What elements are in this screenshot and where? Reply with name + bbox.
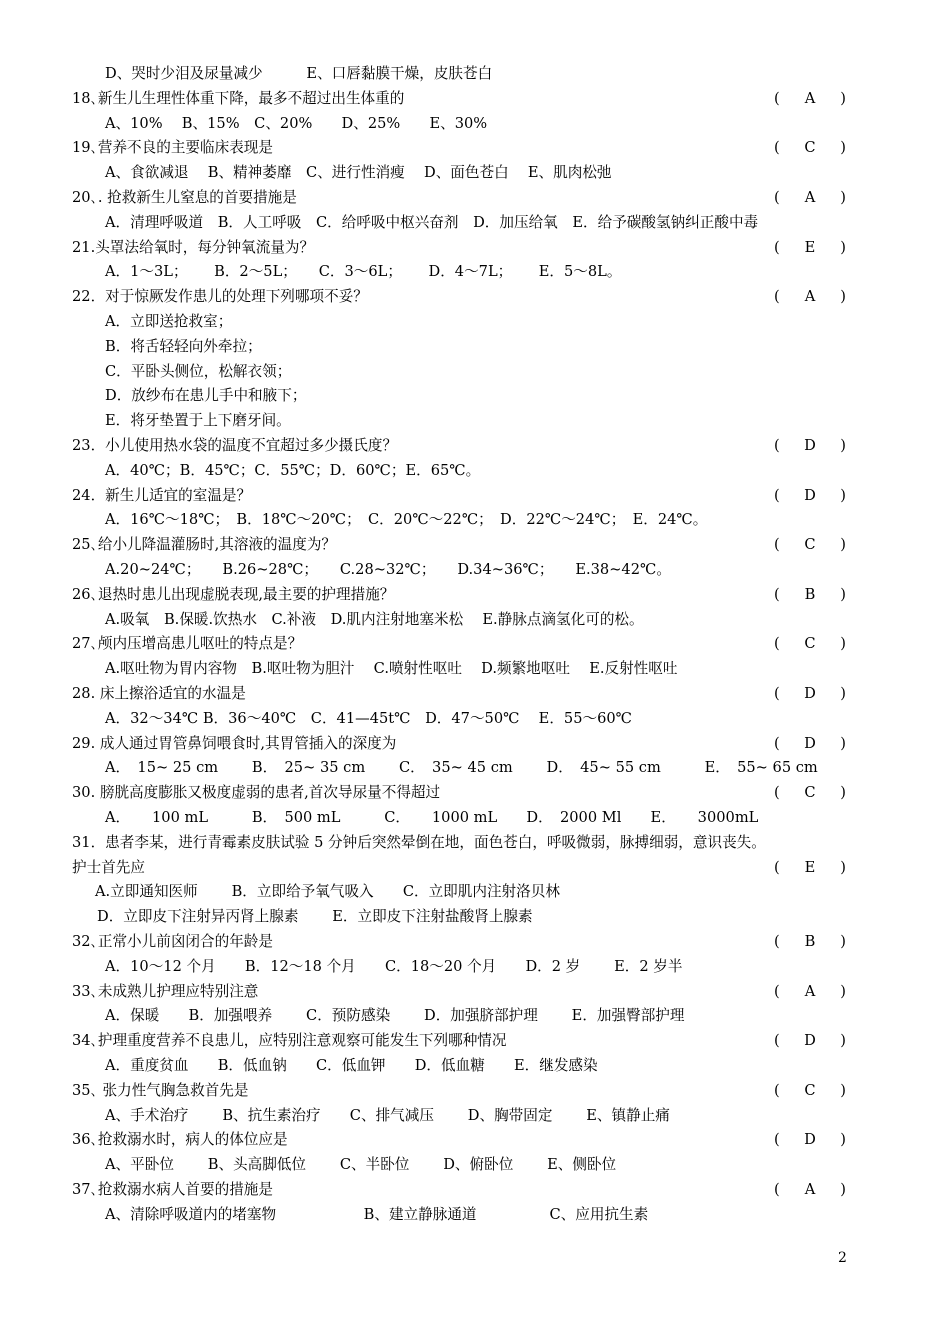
option-line [105,310,852,334]
answer-bracket [774,186,846,210]
close-paren: ) [840,784,846,802]
line-text: C．平卧头侧位，松解衣领； [105,362,292,380]
answer-bracket [774,1079,846,1103]
line-text: A．保暖 B．加强喂养 C．预防感染 D．加强脐部护理 E．加强臀部护理 [105,1007,685,1025]
open-paren: ( [774,635,780,653]
open-paren: ( [774,1181,780,1198]
line-text: A、平卧位 B、头高脚低位 C、半卧位 D、俯卧位 E、侧卧位 [105,1156,617,1174]
line-text: A、手术治疗 B、抗生素治疗 C、排气减压 D、胸带固定 E、镇静止痛 [105,1106,670,1124]
line-text: A．10～12 个月 B．12～18 个月 C．18～20 个月 D．2 岁 E．2 岁半 [105,957,683,975]
answer-letter: D [804,734,816,752]
answer-letter: A [804,189,816,206]
option-line [105,508,852,532]
open-paren: ( [774,89,780,107]
answer-bracket [774,732,846,756]
question-line [72,856,852,880]
option-line [105,335,852,359]
close-paren: ) [840,635,846,653]
question-line [72,583,852,607]
answer-letter: C [804,1081,816,1099]
close-paren: ) [840,685,846,702]
question-line [72,732,852,756]
line-text: 32､正常小儿前囟闭合的年龄是 [72,933,273,950]
line-text: A． 15~ 25 cm B． 25~ 35 cm C． 35~ 45 cm D． 45~ 55 cm E． 55~ 65 cm [105,759,818,777]
answer-letter: D [804,1131,816,1149]
option-line [105,1153,852,1177]
option-line [105,112,852,136]
answer-bracket [774,136,846,160]
close-paren: ) [840,1181,846,1198]
line-text: D、哭时少泪及尿量减少 E、口唇黏膜干燥，皮肤苍白 [105,65,493,82]
open-paren: ( [774,288,780,306]
open-paren: ( [774,933,780,950]
answer-bracket [774,1128,846,1152]
answer-bracket [774,87,846,111]
line-text: 30. 膀胱高度膨胀又极度虚弱的患者,首次导尿量不得超过 [72,784,441,802]
open-paren: ( [774,734,780,752]
line-text: 24．新生儿适宜的室温是？ [72,486,252,504]
line-text: A．立即送抢救室； [105,313,233,330]
line-text: A．16℃～18℃； B．18℃～20℃； C．20℃～22℃； D．22℃～24℃； E．24℃。 [105,511,708,529]
answer-bracket [774,1029,846,1053]
question-line [72,136,852,160]
line-text: A．40℃；B．45℃；C．55℃；D．60℃；E．65℃。 [105,461,481,479]
option-line [105,756,852,780]
open-paren: ( [774,189,780,206]
answer-bracket [774,1178,846,1202]
open-paren: ( [774,982,780,1000]
answer-bracket [774,856,846,880]
line-text: 33､未成熟儿护理应特别注意 [72,982,259,1000]
line-text: 37､抢救溺水病人首要的措施是 [72,1181,273,1198]
question-stem-line [72,831,852,855]
line-text: 34､护理重度营养不良患儿，应特别注意观察可能发生下列哪种情况 [72,1032,507,1050]
open-paren: ( [774,685,780,702]
open-paren: ( [774,784,780,802]
open-paren: ( [774,1032,780,1050]
question-line [72,1128,852,1152]
option-line [105,360,852,384]
open-paren: ( [774,1131,780,1149]
question-line [72,1029,852,1053]
question-line [72,434,852,458]
option-line [105,707,852,731]
line-text: A．清理呼吸道 B．人工呼吸 C．给呼吸中枢兴奋剂 D．加压给氧 E．给予碳酸氢钠纠正酸中毒 [105,213,759,231]
answer-bracket [774,484,846,508]
answer-letter: E [804,238,816,256]
option-line [105,161,852,185]
option-line [105,211,852,235]
line-text: D．放纱布在患儿手中和腋下； [105,387,307,405]
answer-letter: D [804,1032,816,1050]
question-line [72,781,852,805]
option-line [105,62,852,86]
open-paren: ( [774,536,780,554]
close-paren: ) [840,189,846,206]
line-text: 35､ 张力性气胸急救首先是 [72,1081,249,1099]
answer-letter: A [804,89,816,107]
close-paren: ) [840,858,846,876]
option-line [105,657,852,681]
line-text: A、清除呼吸道内的堵塞物 B、建立静脉通道 C、应用抗生素 [105,1205,649,1223]
line-text: 18､新生儿生理性体重下降，最多不超过出生体重的 [72,89,405,107]
close-paren: ) [840,486,846,504]
option-line [105,384,852,408]
line-text: 29. 成人通过胃管鼻饲喂食时,其胃管插入的深度为 [72,734,397,752]
option-line [105,1004,852,1028]
answer-bracket [774,533,846,557]
line-text: 22．对于惊厥发作患儿的处理下列哪项不妥？ [72,288,368,306]
close-paren: ) [840,1032,846,1050]
answer-bracket [774,632,846,656]
option-line [105,955,852,979]
line-text: 20､. 抢救新生儿窒息的首要措施是 [72,189,297,206]
answer-letter: A [804,1181,816,1198]
answer-bracket [774,980,846,1004]
question-line [72,87,852,111]
option-line [105,608,852,632]
answer-bracket [774,682,846,706]
close-paren: ) [840,536,846,554]
question-line [72,980,852,1004]
open-paren: ( [774,1081,780,1099]
open-paren: ( [774,238,780,256]
answer-letter: C [804,635,816,653]
close-paren: ) [840,437,846,454]
answer-letter: D [804,486,816,504]
line-text: 36､抢救溺水时，病人的体位应是 [72,1131,288,1149]
line-text: 25､给小儿降温灌肠时,其溶液的温度为？ [72,536,337,554]
line-text: 31．患者李某，进行青霉素皮肤试验 5 分钟后突然晕倒在地，面色苍白，呼吸微弱，脉搏细弱，意识丧失。 [72,833,766,851]
option-line [95,880,852,904]
answer-bracket [774,583,846,607]
close-paren: ) [840,1131,846,1149]
line-text: 26､退热时患儿出现虚脱表现,最主要的护理措施？ [72,585,395,603]
option-line [105,1203,852,1227]
answer-letter: C [804,139,816,157]
answer-bracket [774,781,846,805]
line-text: A.20~24℃； B.26~28℃； C.28~32℃； D.34~36℃； E.38~42℃。 [105,561,671,578]
answer-letter: A [804,288,816,306]
question-line [72,632,852,656]
line-text: D．立即皮下注射异丙肾上腺素 E．立即皮下注射盐酸肾上腺素 [97,908,533,926]
line-text: A.呕吐物为胃内容物 B.呕吐物为胆汁 C.喷射性呕吐 D.频繁地呕吐 E.反射性呕吐 [105,660,678,678]
close-paren: ) [840,982,846,1000]
open-paren: ( [774,486,780,504]
answer-letter: C [804,536,816,554]
line-text: A.吸氧 B.保暖.饮热水 C.补液 D.肌内注射地塞米松 E.静脉点滴氢化可的松。 [105,610,644,628]
close-paren: ) [840,933,846,950]
answer-letter: C [804,784,816,802]
answer-bracket [774,236,846,260]
close-paren: ) [840,238,846,256]
open-paren: ( [774,858,780,876]
option-line [105,806,852,830]
line-text: 护士首先应 [72,858,145,876]
option-line [97,905,852,929]
line-text: A、食欲减退 B、精神萎靡 C、进行性消瘦 D、面色苍白 E、肌肉松弛 [105,164,612,182]
line-text: 21.头罩法给氧时，每分钟氧流量为？ [72,238,315,256]
answer-letter: E [804,858,816,876]
answer-bracket [774,434,846,458]
question-line [72,1178,852,1202]
line-text: 19､营养不良的主要临床表现是 [72,139,273,157]
option-line [105,260,852,284]
line-text: A． 100 mL B． 500 mL C． 1000 mL D． 2000 Ml E． 3000mL [105,809,759,826]
close-paren: ) [840,585,846,603]
line-text: B．将舌轻轻向外牵拉； [105,337,262,355]
option-line [105,1104,852,1128]
option-line [105,409,852,433]
line-text: A.立即通知医师 B．立即给予氧气吸入 C．立即肌内注射洛贝林 [95,883,560,901]
open-paren: ( [774,437,780,454]
question-line [72,930,852,954]
line-text: E．将牙垫置于上下磨牙间。 [105,412,291,430]
answer-letter: A [804,982,816,1000]
question-line [72,682,852,706]
open-paren: ( [774,139,780,157]
question-line [72,533,852,557]
answer-letter: D [804,685,816,702]
line-text: 27､颅内压增高患儿呕吐的特点是？ [72,635,303,653]
question-line [72,186,852,210]
answer-bracket [774,285,846,309]
line-text: A．1～3L； B．2～5L； C．3～6L； D．4～7L； E．5～8L。 [105,263,622,281]
question-line [72,1079,852,1103]
line-text: A、10% B、15% C、20% D、25% E、30% [105,114,488,132]
line-text: A．重度贫血 B．低血钠 C．低血钾 D．低血糖 E．继发感染 [105,1057,598,1074]
line-text: 23．小儿使用热水袋的温度不宜超过多少摄氏度？ [72,437,398,454]
close-paren: ) [840,1081,846,1099]
page-number: 2 [838,1250,847,1266]
close-paren: ) [840,89,846,107]
option-line [105,558,852,582]
question-line [72,484,852,508]
option-line [105,1054,852,1078]
close-paren: ) [840,734,846,752]
question-line [72,285,852,309]
line-text: A．32～34℃ B．36～40℃ C．41—45t℃ D．47～50℃ E．55～60℃ [105,709,632,727]
option-line [105,459,852,483]
open-paren: ( [774,585,780,603]
close-paren: ) [840,288,846,306]
answer-letter: D [804,437,816,454]
answer-letter: B [804,585,816,603]
line-text: 28. 床上擦浴适宜的水温是 [72,685,246,702]
question-line [72,236,852,260]
answer-bracket [774,930,846,954]
answer-letter: B [804,933,816,950]
close-paren: ) [840,139,846,157]
